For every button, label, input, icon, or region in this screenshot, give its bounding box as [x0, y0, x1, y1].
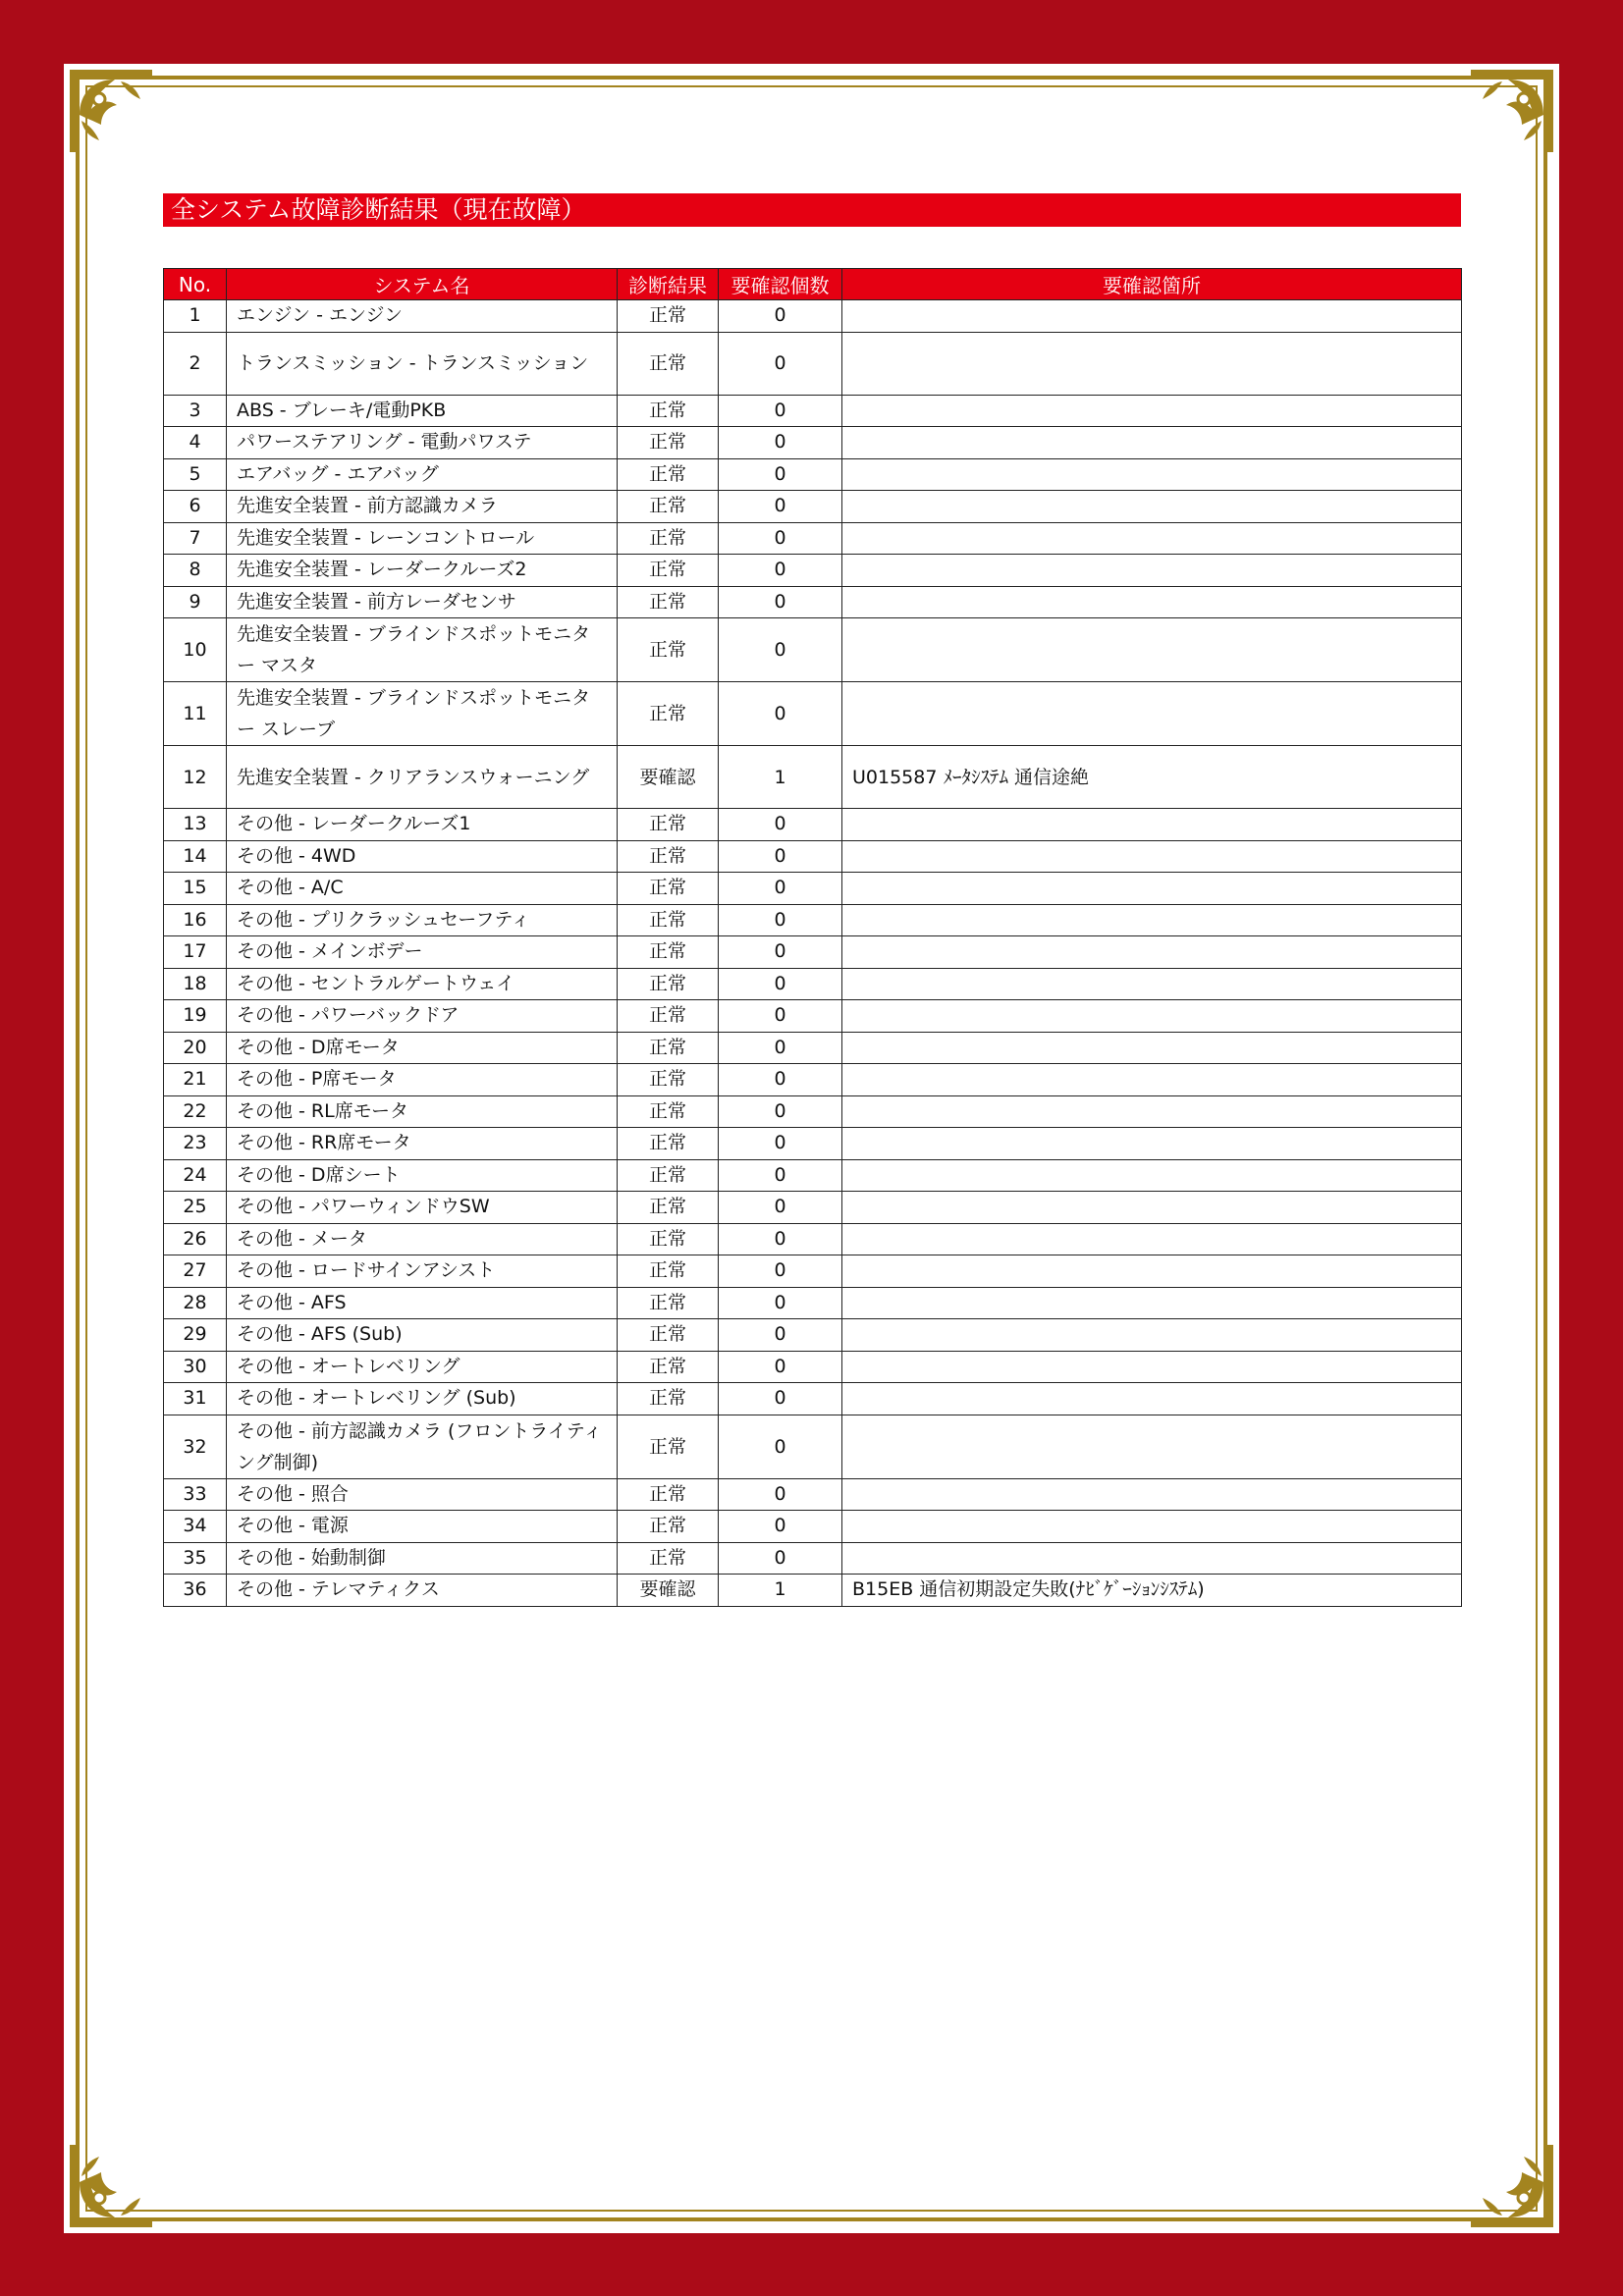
table-row	[164, 458, 1462, 491]
table-row	[164, 1223, 1462, 1255]
table-row	[164, 1255, 1462, 1288]
diagnosis-result: 正常	[618, 300, 719, 333]
table-row	[164, 1319, 1462, 1352]
row-number: 36	[164, 1575, 227, 1607]
system-name: その他 - セントラルゲートウェイ	[227, 968, 618, 1000]
system-name: その他 - パワーバックドア	[227, 1000, 618, 1033]
check-location	[842, 332, 1462, 395]
row-number: 13	[164, 809, 227, 841]
check-location	[842, 1000, 1462, 1033]
table-row	[164, 1000, 1462, 1033]
check-count: 0	[719, 1128, 842, 1160]
table-row	[164, 968, 1462, 1000]
diagnosis-result: 正常	[618, 1319, 719, 1352]
diagnosis-result: 正常	[618, 1159, 719, 1192]
table-header-row	[164, 269, 1462, 300]
check-count: 0	[719, 1511, 842, 1543]
report-page	[64, 64, 1559, 2233]
system-name: ABS - ブレーキ/電動PKB	[227, 395, 618, 427]
row-number: 28	[164, 1287, 227, 1319]
table-row	[164, 427, 1462, 459]
diagnosis-result: 正常	[618, 1064, 719, 1096]
check-count: 0	[719, 427, 842, 459]
row-number: 29	[164, 1319, 227, 1352]
table-row	[164, 1575, 1462, 1607]
check-count: 0	[719, 904, 842, 936]
system-name: パワーステアリング - 電動パワステ	[227, 427, 618, 459]
row-number: 17	[164, 936, 227, 969]
check-location	[842, 1159, 1462, 1192]
check-location	[842, 1383, 1462, 1415]
check-count: 0	[719, 1000, 842, 1033]
system-name: その他 - 照合	[227, 1478, 618, 1511]
check-count: 0	[719, 936, 842, 969]
diagnosis-result: 正常	[618, 1383, 719, 1415]
ornament-corner-icon	[66, 2141, 156, 2231]
table-row	[164, 1128, 1462, 1160]
check-location	[842, 1415, 1462, 1478]
check-location	[842, 1095, 1462, 1128]
row-number: 2	[164, 332, 227, 395]
table-row	[164, 1032, 1462, 1064]
diagnosis-result: 正常	[618, 1032, 719, 1064]
diagnosis-result: 正常	[618, 809, 719, 841]
diagnosis-result: 正常	[618, 1255, 719, 1288]
diagnosis-result: 正常	[618, 555, 719, 587]
table-row	[164, 1383, 1462, 1415]
row-number: 21	[164, 1064, 227, 1096]
check-location	[842, 1478, 1462, 1511]
table-row	[164, 586, 1462, 618]
row-number: 8	[164, 555, 227, 587]
system-name: その他 - パワーウィンドウSW	[227, 1192, 618, 1224]
check-location	[842, 395, 1462, 427]
table-row	[164, 300, 1462, 333]
table-row	[164, 555, 1462, 587]
check-location	[842, 300, 1462, 333]
diagnosis-result: 正常	[618, 395, 719, 427]
diagnosis-result: 正常	[618, 682, 719, 746]
diagnosis-result: 正常	[618, 586, 719, 618]
table-row	[164, 618, 1462, 682]
row-number: 32	[164, 1415, 227, 1478]
diagnosis-result: 正常	[618, 458, 719, 491]
system-name: その他 - テレマティクス	[227, 1575, 618, 1607]
system-name: 先進安全装置 - レーダークルーズ2	[227, 555, 618, 587]
table-body	[164, 300, 1462, 1607]
ornament-corner-icon	[1467, 2141, 1557, 2231]
check-location	[842, 427, 1462, 459]
system-name: その他 - レーダークルーズ1	[227, 809, 618, 841]
row-number: 26	[164, 1223, 227, 1255]
system-name: その他 - プリクラッシュセーフティ	[227, 904, 618, 936]
system-name: その他 - P席モータ	[227, 1064, 618, 1096]
check-location: U015587 ﾒｰﾀｼｽﾃﾑ 通信途絶	[842, 746, 1462, 809]
diagnosis-result: 正常	[618, 968, 719, 1000]
check-location	[842, 1319, 1462, 1352]
table-row	[164, 682, 1462, 746]
table-row	[164, 1511, 1462, 1543]
row-number: 16	[164, 904, 227, 936]
diagnosis-result: 正常	[618, 1000, 719, 1033]
system-name: その他 - オートレベリング (Sub)	[227, 1383, 618, 1415]
header-no: No.	[164, 269, 227, 300]
check-location	[842, 555, 1462, 587]
system-name: 先進安全装置 - ブラインドスポットモニター マスタ	[227, 618, 618, 682]
section-title: 全システム故障診断結果（現在故障）	[163, 193, 1461, 227]
header-system-name: システム名	[227, 269, 618, 300]
diagnosis-result: 要確認	[618, 1575, 719, 1607]
table-row	[164, 1159, 1462, 1192]
system-name: その他 - メータ	[227, 1223, 618, 1255]
check-count: 0	[719, 1478, 842, 1511]
system-name: 先進安全装置 - レーンコントロール	[227, 522, 618, 555]
table-row	[164, 904, 1462, 936]
system-name: その他 - AFS	[227, 1287, 618, 1319]
ornament-corner-icon	[66, 66, 156, 156]
check-location	[842, 1255, 1462, 1288]
system-name: その他 - 4WD	[227, 840, 618, 873]
system-name: その他 - RR席モータ	[227, 1128, 618, 1160]
diagnosis-result: 正常	[618, 522, 719, 555]
system-name: その他 - D席モータ	[227, 1032, 618, 1064]
diagnosis-result: 正常	[618, 1542, 719, 1575]
check-location	[842, 1223, 1462, 1255]
table-row	[164, 1351, 1462, 1383]
check-count: 0	[719, 300, 842, 333]
system-name: その他 - 前方認識カメラ (フロントライティング制御)	[227, 1415, 618, 1478]
system-name: その他 - A/C	[227, 873, 618, 905]
check-location	[842, 1287, 1462, 1319]
check-count: 1	[719, 746, 842, 809]
check-location	[842, 873, 1462, 905]
diagnosis-result: 正常	[618, 1415, 719, 1478]
check-location: B15EB 通信初期設定失敗(ﾅﾋﾞｹﾞｰｼｮﾝｼｽﾃﾑ)	[842, 1575, 1462, 1607]
check-count: 0	[719, 1415, 842, 1478]
table-row	[164, 936, 1462, 969]
check-location	[842, 840, 1462, 873]
diagnosis-result: 正常	[618, 1192, 719, 1224]
row-number: 23	[164, 1128, 227, 1160]
system-name: その他 - RL席モータ	[227, 1095, 618, 1128]
check-count: 0	[719, 1192, 842, 1224]
row-number: 15	[164, 873, 227, 905]
table-row	[164, 522, 1462, 555]
table-row	[164, 332, 1462, 395]
row-number: 10	[164, 618, 227, 682]
check-location	[842, 1542, 1462, 1575]
diagnosis-result: 正常	[618, 1223, 719, 1255]
system-name: エアバッグ - エアバッグ	[227, 458, 618, 491]
diagnosis-result: 正常	[618, 491, 719, 523]
check-count: 1	[719, 1575, 842, 1607]
system-name: その他 - 始動制御	[227, 1542, 618, 1575]
check-count: 0	[719, 1383, 842, 1415]
system-name: トランスミッション - トランスミッション	[227, 332, 618, 395]
check-location	[842, 968, 1462, 1000]
check-location	[842, 682, 1462, 746]
row-number: 33	[164, 1478, 227, 1511]
system-name: その他 - D席シート	[227, 1159, 618, 1192]
system-name: エンジン - エンジン	[227, 300, 618, 333]
check-count: 0	[719, 332, 842, 395]
check-count: 0	[719, 1064, 842, 1096]
system-name: その他 - AFS (Sub)	[227, 1319, 618, 1352]
table-row	[164, 1064, 1462, 1096]
row-number: 4	[164, 427, 227, 459]
row-number: 31	[164, 1383, 227, 1415]
check-count: 0	[719, 1351, 842, 1383]
check-count: 0	[719, 1542, 842, 1575]
diagnosis-result: 正常	[618, 840, 719, 873]
header-result: 診断結果	[618, 269, 719, 300]
check-count: 0	[719, 618, 842, 682]
row-number: 30	[164, 1351, 227, 1383]
check-location	[842, 1351, 1462, 1383]
row-number: 25	[164, 1192, 227, 1224]
diagnosis-result: 正常	[618, 332, 719, 395]
check-count: 0	[719, 840, 842, 873]
system-name: 先進安全装置 - クリアランスウォーニング	[227, 746, 618, 809]
row-number: 3	[164, 395, 227, 427]
row-number: 22	[164, 1095, 227, 1128]
check-count: 0	[719, 555, 842, 587]
table-row	[164, 1415, 1462, 1478]
check-count: 0	[719, 458, 842, 491]
check-location	[842, 1032, 1462, 1064]
check-location	[842, 1192, 1462, 1224]
table-row	[164, 1478, 1462, 1511]
row-number: 11	[164, 682, 227, 746]
table-row	[164, 1287, 1462, 1319]
table-row	[164, 1192, 1462, 1224]
system-name: その他 - ロードサインアシスト	[227, 1255, 618, 1288]
check-count: 0	[719, 1255, 842, 1288]
check-count: 0	[719, 1319, 842, 1352]
check-count: 0	[719, 809, 842, 841]
diagnosis-result: 正常	[618, 1478, 719, 1511]
check-location	[842, 1511, 1462, 1543]
check-count: 0	[719, 1032, 842, 1064]
diagnosis-result: 正常	[618, 936, 719, 969]
table-row	[164, 1542, 1462, 1575]
table-row	[164, 746, 1462, 809]
row-number: 27	[164, 1255, 227, 1288]
diagnosis-result: 正常	[618, 1128, 719, 1160]
row-number: 9	[164, 586, 227, 618]
table-row	[164, 491, 1462, 523]
system-name: その他 - オートレベリング	[227, 1351, 618, 1383]
check-location	[842, 586, 1462, 618]
diagnosis-result: 正常	[618, 873, 719, 905]
row-number: 34	[164, 1511, 227, 1543]
row-number: 12	[164, 746, 227, 809]
check-count: 0	[719, 1287, 842, 1319]
row-number: 24	[164, 1159, 227, 1192]
check-location	[842, 809, 1462, 841]
table-row	[164, 873, 1462, 905]
table-row	[164, 840, 1462, 873]
row-number: 5	[164, 458, 227, 491]
check-count: 0	[719, 522, 842, 555]
check-count: 0	[719, 968, 842, 1000]
check-count: 0	[719, 1095, 842, 1128]
system-name: 先進安全装置 - 前方レーダセンサ	[227, 586, 618, 618]
check-count: 0	[719, 1223, 842, 1255]
row-number: 19	[164, 1000, 227, 1033]
header-count: 要確認個数	[719, 269, 842, 300]
row-number: 20	[164, 1032, 227, 1064]
system-name: その他 - メインボデー	[227, 936, 618, 969]
table-row	[164, 809, 1462, 841]
ornament-corner-icon	[1467, 66, 1557, 156]
diagnosis-result: 正常	[618, 1287, 719, 1319]
table-row	[164, 1095, 1462, 1128]
check-count: 0	[719, 395, 842, 427]
row-number: 18	[164, 968, 227, 1000]
diagnosis-result: 要確認	[618, 746, 719, 809]
check-count: 0	[719, 873, 842, 905]
check-location	[842, 618, 1462, 682]
diagnosis-result: 正常	[618, 618, 719, 682]
row-number: 6	[164, 491, 227, 523]
diagnosis-result: 正常	[618, 904, 719, 936]
system-name: その他 - 電源	[227, 1511, 618, 1543]
diagnosis-result: 正常	[618, 1511, 719, 1543]
diagnosis-result: 正常	[618, 427, 719, 459]
row-number: 35	[164, 1542, 227, 1575]
system-name: 先進安全装置 - ブラインドスポットモニター スレーブ	[227, 682, 618, 746]
row-number: 7	[164, 522, 227, 555]
check-location	[842, 522, 1462, 555]
check-location	[842, 1064, 1462, 1096]
check-location	[842, 904, 1462, 936]
check-location	[842, 936, 1462, 969]
header-location: 要確認箇所	[842, 269, 1462, 300]
check-count: 0	[719, 1159, 842, 1192]
check-count: 0	[719, 586, 842, 618]
check-location	[842, 1128, 1462, 1160]
system-name: 先進安全装置 - 前方認識カメラ	[227, 491, 618, 523]
check-count: 0	[719, 682, 842, 746]
row-number: 1	[164, 300, 227, 333]
diagnosis-table	[163, 268, 1462, 1607]
check-count: 0	[719, 491, 842, 523]
check-location	[842, 491, 1462, 523]
diagnosis-result: 正常	[618, 1095, 719, 1128]
check-location	[842, 458, 1462, 491]
diagnosis-result: 正常	[618, 1351, 719, 1383]
table-row	[164, 395, 1462, 427]
row-number: 14	[164, 840, 227, 873]
